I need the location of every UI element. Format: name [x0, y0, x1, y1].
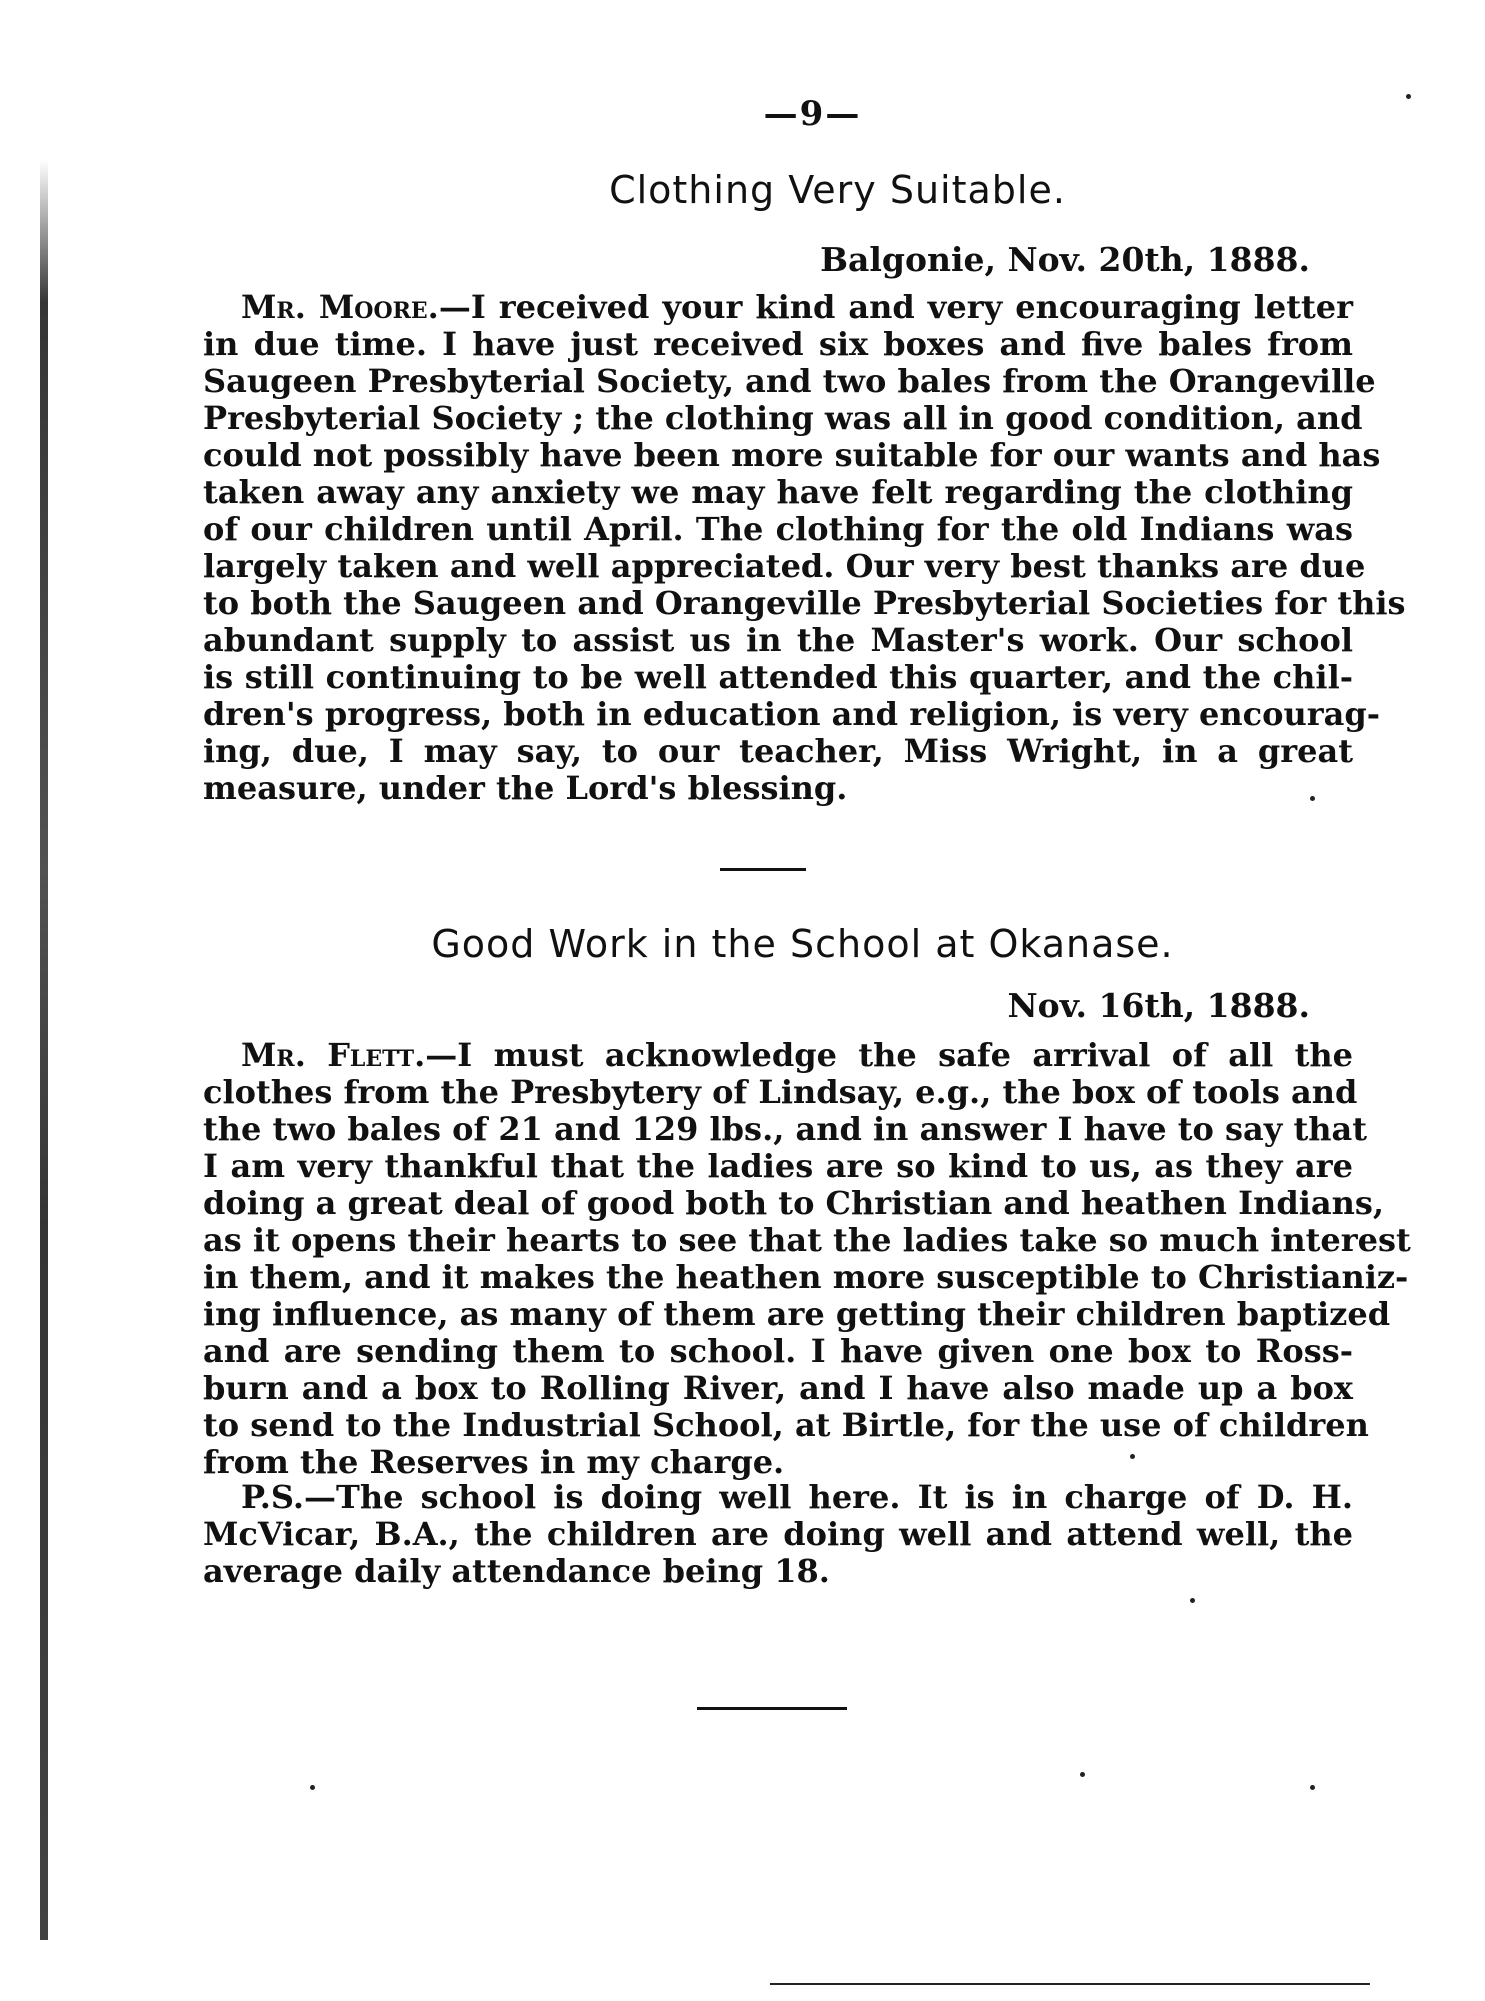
print-speck	[1406, 94, 1411, 99]
letter-line: largely taken and well appreciated. Our very best thanks are due	[203, 547, 1366, 585]
letter-line: and are sending them to school. I have given one box to Ross-	[203, 1332, 1353, 1370]
letter-line: is still continuing to be well attended this quarter, and the chil-	[203, 658, 1353, 696]
letter-moore	[203, 288, 1406, 807]
end-divider	[697, 1707, 847, 1710]
letter-line: Saugeen Presbyterial Society, and two bales from the Orangeville	[203, 362, 1376, 400]
letter-line: Mr. Flett.—I must acknowledge the safe arrival of all the	[241, 1036, 1353, 1074]
print-speck	[1310, 1785, 1315, 1790]
letter-line: clothes from the Presbytery of Lindsay, e.g., the box of tools and	[203, 1073, 1358, 1111]
print-speck	[310, 1785, 315, 1790]
letter-line: abundant supply to assist us in the Master's work. Our school	[203, 621, 1353, 659]
letter-line: measure, under the Lord's blessing.	[203, 769, 848, 807]
letter-line: doing a great deal of good both to Christian and heathen Indians,	[203, 1184, 1384, 1222]
letter-line: dren's progress, both in education and religion, is very encourag-	[203, 695, 1380, 733]
letter-line: taken away any anxiety we may have felt regarding the clothing	[203, 473, 1353, 511]
postscript-line: average daily attendance being 18.	[203, 1552, 830, 1590]
letter-line: the two bales of 21 and 129 lbs., and in answer I have to say that	[203, 1110, 1367, 1148]
letter-line: to both the Saugeen and Orangeville Presbyterial Societies for this	[203, 584, 1406, 622]
print-speck	[1130, 1454, 1135, 1459]
print-speck	[1080, 1772, 1085, 1777]
print-speck	[1310, 796, 1315, 801]
letter-line: burn and a box to Rolling River, and I have also made up a box	[203, 1369, 1353, 1407]
letter-flett	[203, 1036, 1411, 1481]
letter-line: I am very thankful that the ladies are so kind to us, as they are	[203, 1147, 1353, 1185]
binding-edge-mark	[40, 160, 48, 1940]
letter-line: Mr. Moore.—I received your kind and very encouraging letter	[241, 288, 1354, 326]
page-number: —9—	[763, 94, 862, 134]
dateline-balgonie: Balgonie, Nov. 20th, 1888.	[820, 240, 1310, 279]
postscript-line: McVicar, B.A., the children are doing well and attend well, the	[203, 1515, 1353, 1553]
letter-line: of our children until April. The clothing for the old Indians was	[203, 510, 1353, 548]
letter-line: in due time. I have just received six boxes and five bales from	[203, 325, 1353, 363]
letter-line: ing, due, I may say, to our teacher, Miss Wright, in a great	[203, 732, 1353, 770]
section-divider	[720, 868, 806, 871]
letter-line: to send to the Industrial School, at Birtle, for the use of children	[203, 1406, 1369, 1444]
letter-line: ing influence, as many of them are getting their children baptized	[203, 1295, 1391, 1333]
letter-line: in them, and it makes the heathen more susceptible to Christianiz-	[203, 1258, 1409, 1296]
letter-line: as it opens their hearts to see that the ladies take so much interest	[203, 1221, 1411, 1259]
speaker-name: Mr. Flett.	[241, 1036, 426, 1074]
section-heading-clothing: Clothing Very Suitable.	[609, 168, 1066, 212]
print-speck	[1190, 1598, 1195, 1603]
page-bottom-rule	[770, 1983, 1370, 1985]
dateline-nov-16: Nov. 16th, 1888.	[1007, 986, 1310, 1025]
postscript	[203, 1479, 1353, 1590]
section-heading-okanase: Good Work in the School at Okanase.	[431, 922, 1174, 966]
speaker-name: Mr. Moore.	[241, 288, 439, 326]
postscript-line: P.S.—The school is doing well here. It is in charge of D. H.	[241, 1478, 1353, 1516]
letter-line: Presbyterial Society ; the clothing was all in good condition, and	[203, 399, 1363, 437]
letter-line: from the Reserves in my charge.	[203, 1443, 785, 1481]
letter-line: could not possibly have been more suitable for our wants and has	[203, 436, 1381, 474]
